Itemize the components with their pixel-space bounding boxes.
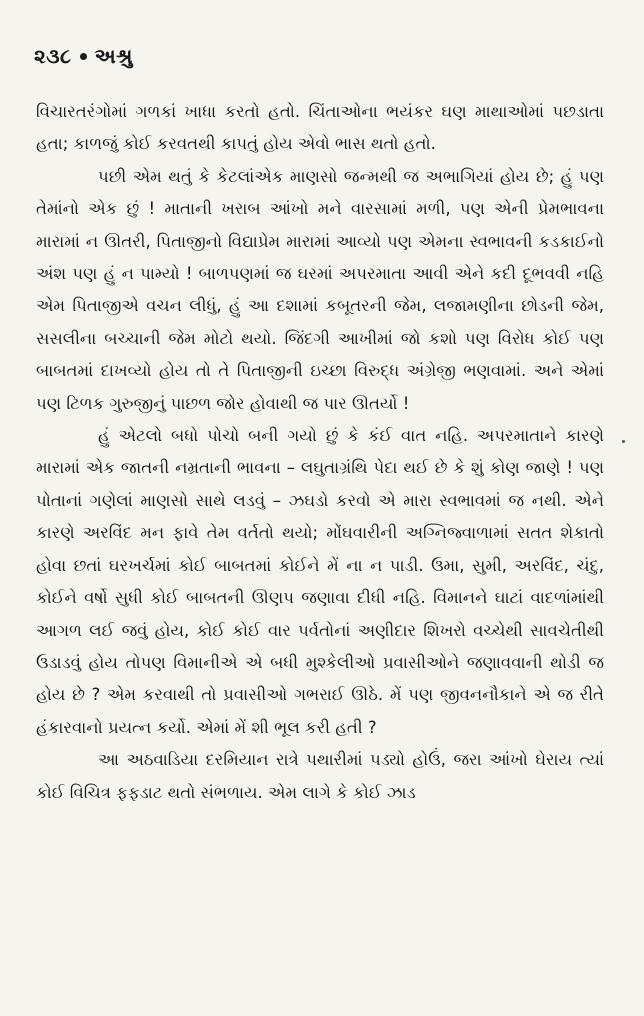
print-speck bbox=[622, 440, 625, 443]
paragraph-3: હું એટલો બધો પોચો બની ગયો છું કે કંઈ વાત નહિ. અપરમાતાને કારણે મારામાં એક જાતની નમ્રતાની ભાવના – લઘુતાગ્રંથિ પેદા થઈ છે કે શું કોણ જાણે ! પણ પોતાનાં ગણેલાં માણસો સાથે લડવું – ઝઘડો કરવો એ મારા સ્વભાવમાં જ નથી. એને કારણે અરવિંદ મન ફાવે તેમ વર્તતો થયો; મોંઘવારીની અગ્નિજ્વાળામાં સતત શેકાતો હોવા છતાં ઘરખર્ચમાં કોઈ બાબતમાં કોઈને મેં ના ન પાડી. ઉમા, સુમી, અરવિંદ, ચંદુ, કોઈને વર્ષો સુધી કોઈ બાબતની ઊણપ જણાવા દીધી નહિ. વિમાનને ઘાટાં વાદળાંમાંથી આગળ લઈ જવું હોય, કોઈ કોઈ વાર પર્વતોનાં અણીદાર શિખરો વચ્ચેથી સાવચેતીથી ઉડાડવું હોય તોપણ વિમાનીએ એ બધી મુશ્કેલીઓ પ્રવાસીઓને જણાવવાની થોડી જ હોય છે ? એમ કરવાથી તો પ્રવાસીઓ ગભરાઈ ઊઠે. મેં પણ જીવનનૌકાને એ જ રીતે હંકારવાનો પ્રયત્ન કર્યો. એમાં મેં શી ભૂલ કરી હતી ? bbox=[36, 426, 604, 737]
paragraph-2: પછી એમ થતું કે કેટલાંએક માણસો જન્મથી જ અભાગિયાં હોય છે; હું પણ તેમાંનો એક છું ! માતાની ખરાબ આંખો મને વારસામાં મળી, પણ એની પ્રેમભાવના મારામાં ન ઊતરી, પિતાજીનો વિદ્યાપ્રેમ મારામાં આવ્યો પણ એમના સ્વભાવની કડકાઈનો અંશ પણ હું ન પામ્યો ! બાળપણમાં જ ઘરમાં અપરમાતા આવી એને કદી દૂભવવી નહિ એમ પિતાજીએ વચન લીધું, હું આ દશામાં કબૂતરની જેમ, લજામણીના છોડની જેમ, સસલીના બચ્ચાની જેમ મોટો થયો. જિંદગી આખીમાં જો કશો પણ વિરોધ કોઈ પણ બાબતમાં દાખવ્યો હોય તો તે પિતાજીની ઇચ્છા વિરુદ્ધ અંગ્રેજી ભણવામાં. અને એમાં પણ ટિળક ગુરુજીનું પાછળ જોર હોવાથી જ પાર ઊતર્યો ! bbox=[36, 166, 604, 413]
page-number: ૨૩૮ bbox=[34, 44, 72, 68]
body-text bbox=[36, 96, 604, 809]
running-header bbox=[34, 44, 133, 68]
paragraph-1: વિચારતરંગોમાં ગળકાં ખાધા કરતો હતો. ચિંતાઓના ભયંકર ઘણ માથાઓમાં પછડાતા હતા; કાળજું કોઈ કરવતથી કાપતું હોય એવો ભાસ થતો હતો. bbox=[36, 102, 604, 154]
bullet-separator-icon bbox=[80, 53, 87, 60]
book-title: અશ્રુ bbox=[94, 44, 133, 68]
paragraph-4: આ અઠવાડિયા દરમિયાન રાત્રે પથારીમાં પડ્યો હોઉં, જરા આંખો ઘેરાય ત્યાં કોઈ વિચિત્ર ફફડાટ થતો સંભળાય. એમ લાગે કે કોઈ ઝાડ bbox=[36, 750, 604, 802]
